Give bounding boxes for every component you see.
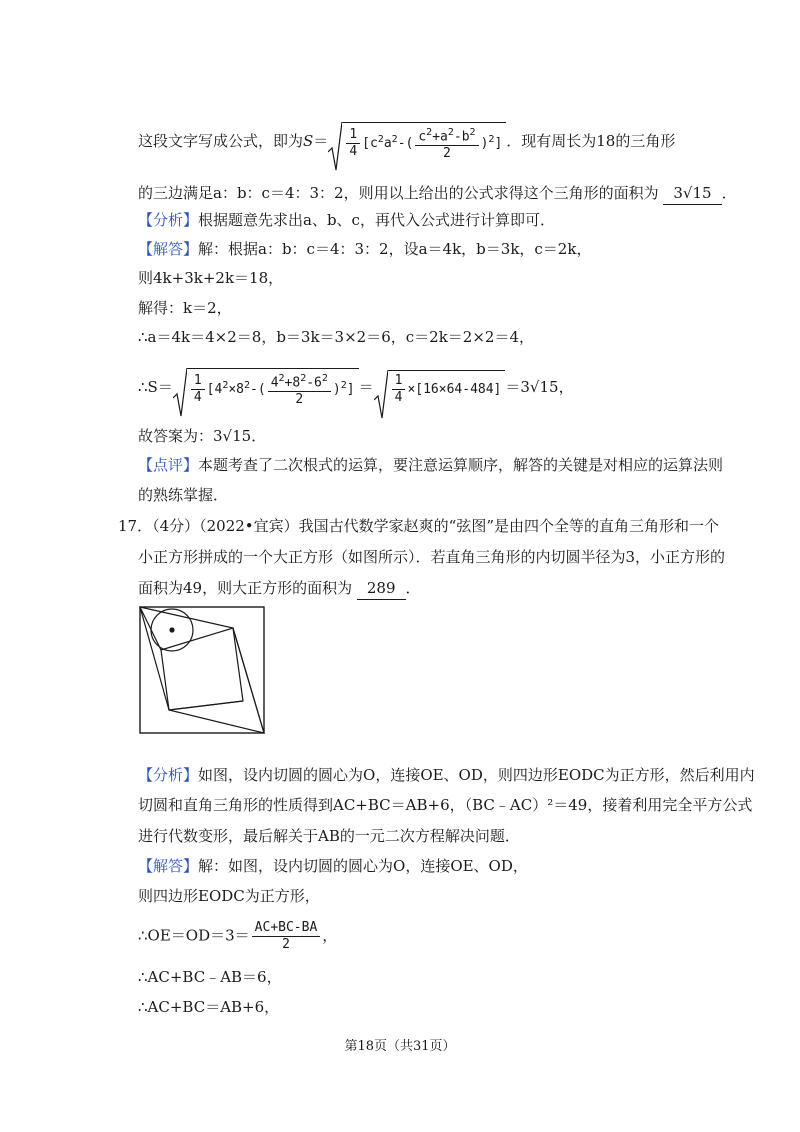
radical-sign-icon	[328, 122, 342, 172]
incircle-center-icon	[169, 627, 174, 632]
comment-text: 本题考查了二次根式的运算，要注意运算顺序，解答的关键是对相应的运算法则	[198, 456, 724, 474]
step-4-result: ＝3√15，	[505, 378, 574, 397]
hypotenuse-diagram	[139, 606, 265, 734]
question-17-text: 面积为49，则大正方形的面积为	[138, 579, 353, 597]
solution-step-2: 解得：k＝2，	[138, 299, 232, 317]
fraction-numerator: AC+BC-BA	[252, 920, 321, 937]
question-17-line-2: 小正方形拼成的一个大正方形（如图所示）．若直角三角形的内切圆半径为3，小正方形的	[138, 548, 726, 566]
area-symbol: S	[303, 132, 314, 151]
analysis-1	[138, 209, 555, 231]
step-4-prefix: ∴S＝	[138, 378, 173, 397]
solution-2-step-1: 则四边形EODC为正方形，	[138, 887, 320, 905]
solution-2-step-3: ∴AC+BC﹣AB＝6，	[138, 968, 282, 986]
solution-text: 解：根据a：b：c＝4：3：2，设a＝4k，b＝3k，c＝2k，	[198, 240, 592, 258]
solution-step-4: ∴S＝ $\frac{1}{4}$ [$4^2\times 8^2-$( $\frac{4^2+8^2-6^2}{2}$ )$^2$] ＝ $\frac{1}{4}$ ×[16×64-484] ＝3√15，	[138, 368, 574, 408]
question-17-line-1: 17．（4分）（2022•宜宾）我国古代数学家赵爽的“弦图”是由四个全等的直角三角形和一个	[118, 517, 719, 535]
question-text: 的三边满足a：b：c＝4：3：2，则用以上给出的公式求得这个三角形的面积为	[138, 184, 659, 202]
area-computation: $\frac{1}{4}$ [$4^2\times 8^2-$( $\frac{4^2+8^2-6^2}{2}$ )$^2$]	[173, 368, 359, 408]
analysis-text: 如图，设内切圆的圆心为O，连接OE、OD，则四边形EODC为正方形，然后利用内	[198, 766, 755, 784]
simplified-computation: $\frac{1}{4}$ ×[16×64-484]	[374, 370, 506, 406]
analysis-text: 根据题意先求出a、b、c，再代入公式进行计算即可．	[198, 211, 555, 229]
analysis-tag: 【分析】	[138, 766, 199, 784]
formula-intro: 这段文字写成公式，即为	[138, 132, 304, 151]
radical-sign-icon	[374, 370, 388, 420]
comment-tag: 【点评】	[138, 456, 199, 474]
question-line-2: 的三边满足a：b：c＝4：3：2，则用以上给出的公式求得这个三角形的面积为 3√15 ．	[138, 182, 737, 205]
answer-blank: 3√15	[663, 182, 721, 205]
fraction-denominator: 2	[282, 937, 290, 952]
solution-step-3: ∴a＝4k＝4×2＝8，b＝3k＝3×2＝6，c＝2k＝2×2＝4，	[138, 328, 534, 346]
solution-tag: 【解答】	[138, 240, 199, 258]
solution-step-1: 则4k+3k+2k＝18，	[138, 269, 284, 287]
radical-sign-icon	[173, 368, 187, 418]
step-2-prefix: ∴OE＝OD＝3＝	[138, 926, 250, 945]
solution-1	[138, 238, 591, 260]
small-square	[161, 628, 243, 710]
incircle-radius-fraction	[252, 920, 321, 953]
formula-outro: ．现有周长为18的三角形	[506, 132, 676, 151]
solution-tag: 【解答】	[138, 857, 199, 875]
solution-answer: 故答案为：3√15．	[138, 427, 267, 445]
solution-2-step-2: ∴OE＝OD＝3＝ $\frac{AC+BC-BA}{2}$ ，	[138, 920, 338, 952]
analysis-tag: 【分析】	[138, 211, 199, 229]
analysis-2-line-3: 进行代数变形，最后解关于AB的一元二次方程解决问题．	[138, 827, 520, 845]
comment	[138, 454, 723, 476]
solution-2-step-4: ∴AC+BC＝AB+6，	[138, 998, 280, 1016]
analysis-2-line-2: 切圆和直角三角形的性质得到AC+BC＝AB+6，（BC﹣AC）²＝49，接着利用完全平方公式	[138, 796, 753, 814]
solution-2	[138, 855, 528, 877]
heron-formula: $\frac{1}{4}$ [$c^2a^2-$( $\frac{c^2+a^2-b^2}{2}$ )$^2$]	[328, 122, 506, 162]
formula-line: 这段文字写成公式，即为S＝ $\frac{1}{4}$ [$c^2a^2-$( $\frac{c^2+a^2-b^2}{2}$ )$^2$] ．现有周长为18的三角形	[138, 122, 675, 162]
answer-blank: 289	[357, 577, 406, 600]
solution-text: 解：如图，设内切圆的圆心为O，连接OE、OD，	[198, 857, 528, 875]
page-footer: 第18页（共31页）	[344, 1039, 456, 1054]
comment-continued: 的熟练掌握．	[138, 486, 229, 504]
analysis-2	[138, 764, 755, 786]
question-17-line-3: 面积为49，则大正方形的面积为 289 ．	[138, 577, 421, 600]
